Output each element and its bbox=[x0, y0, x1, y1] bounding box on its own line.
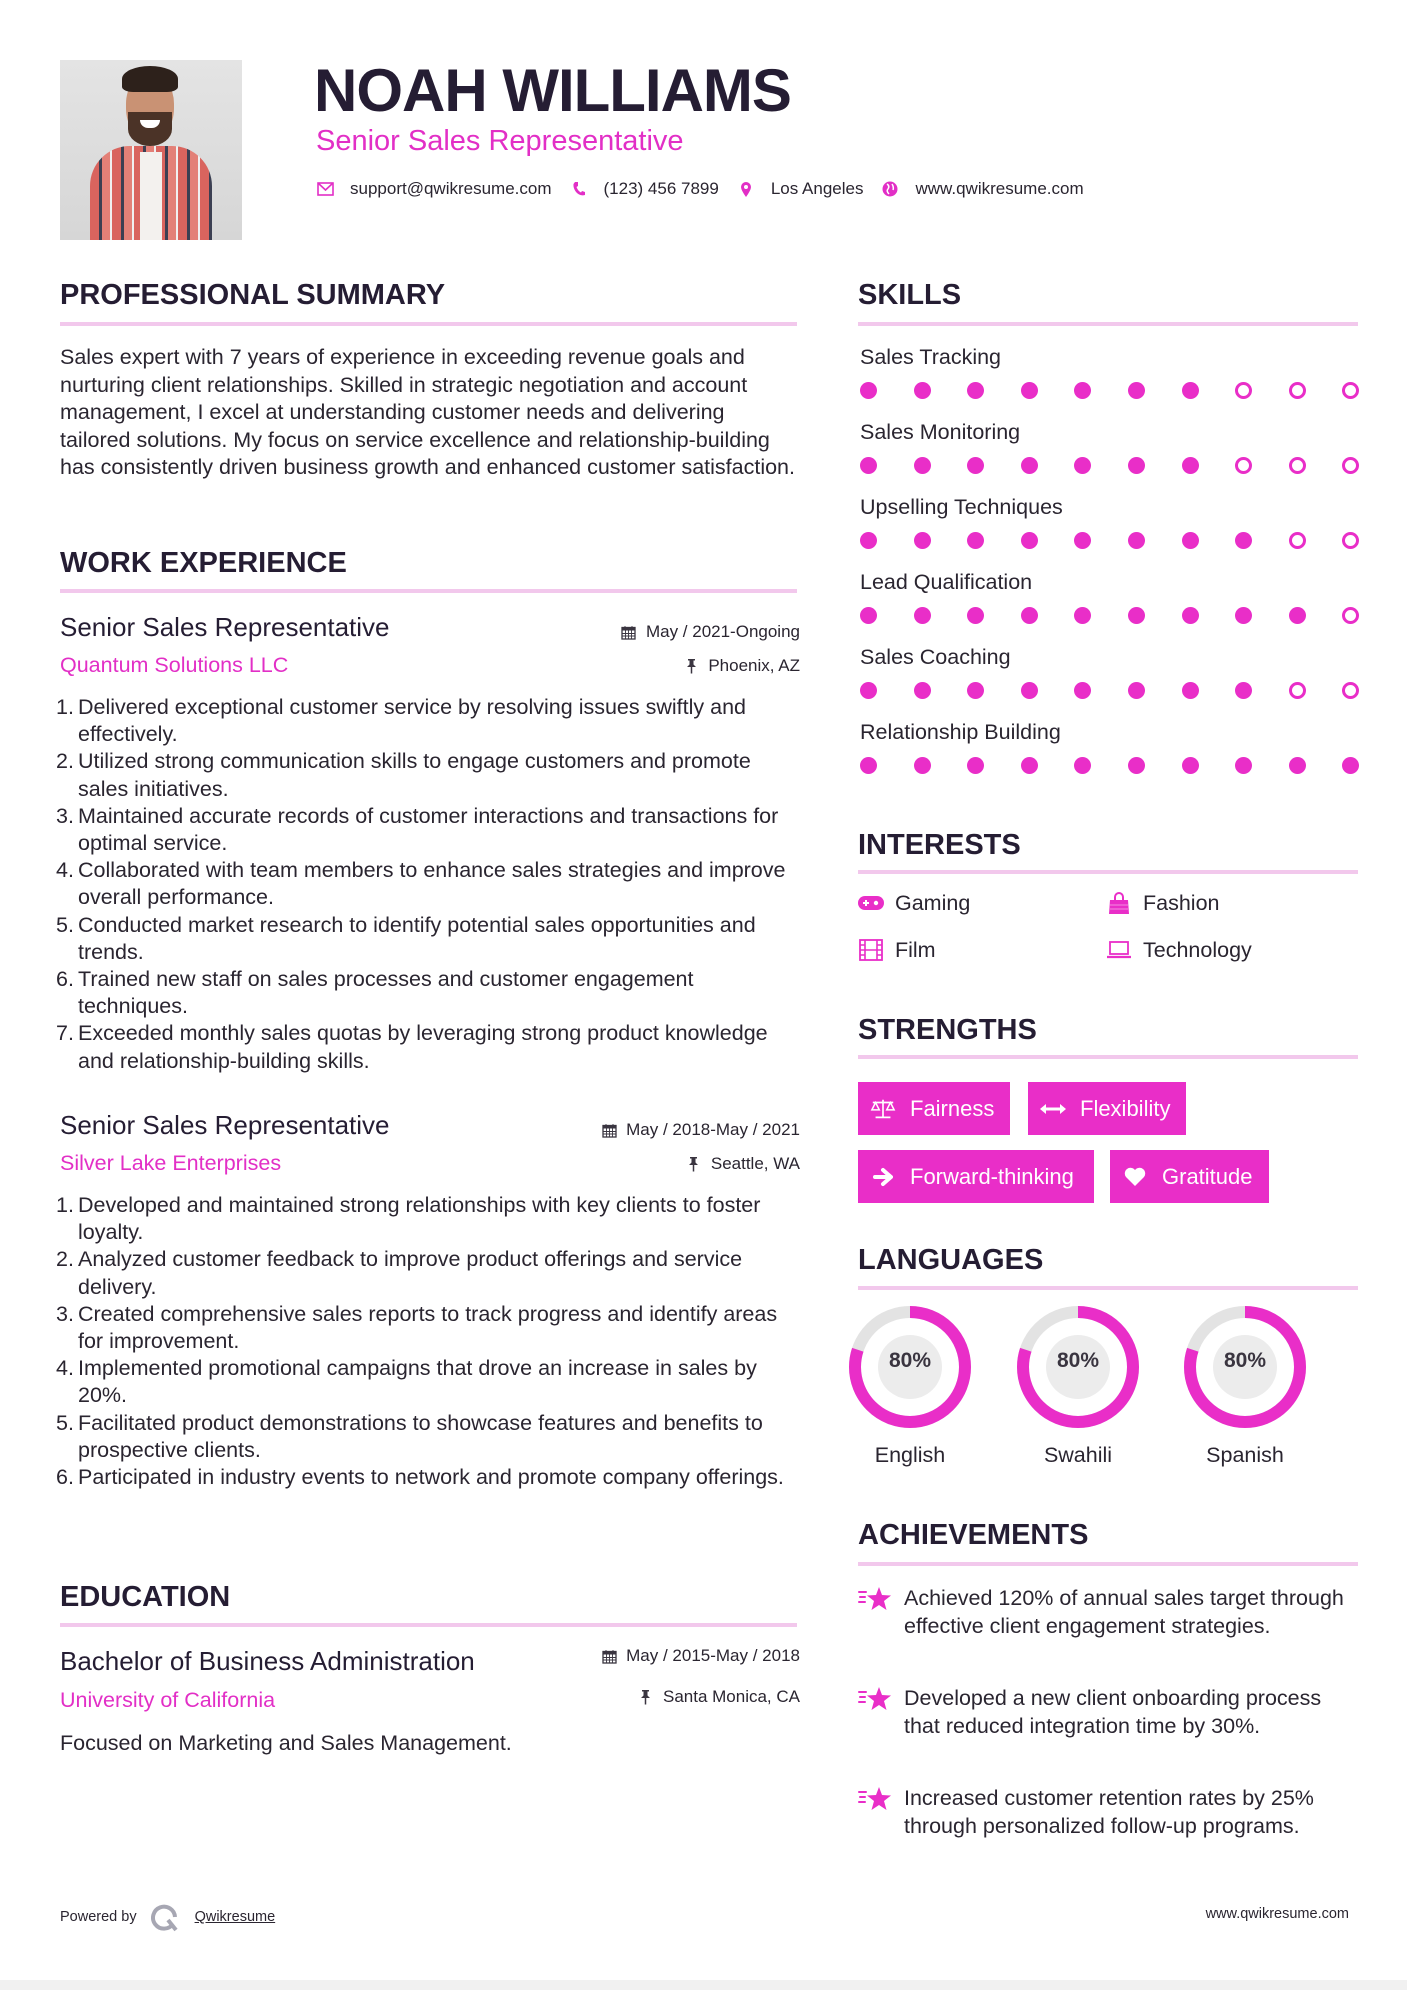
section-heading-strengths: STRENGTHS bbox=[858, 1014, 1037, 1046]
location-text: Los Angeles bbox=[770, 179, 864, 198]
calendar-icon bbox=[601, 1122, 617, 1138]
skill-dot-empty bbox=[1289, 382, 1306, 399]
shooting-star-icon bbox=[858, 1784, 894, 1840]
phone-text: (123) 456 7899 bbox=[603, 179, 719, 198]
skill-rating bbox=[860, 457, 1360, 475]
list-item: 6. Participated in industry events to network and promote company offerings. bbox=[56, 1465, 784, 1490]
powered-by-label: Powered by bbox=[60, 1909, 137, 1925]
job-title: Senior Sales Representative bbox=[60, 612, 390, 642]
contact-bar bbox=[316, 179, 1102, 199]
skill-name: Lead Qualification bbox=[860, 570, 1033, 594]
skill-dot-filled bbox=[1235, 532, 1252, 549]
list-item: 1. Delivered exceptional customer service by resolving issues swiftly and effectively. bbox=[56, 695, 746, 747]
skill-dot-filled bbox=[1289, 607, 1306, 624]
skill-dot-filled bbox=[967, 757, 984, 774]
section-heading-education: EDUCATION bbox=[60, 1581, 231, 1613]
profile-photo bbox=[60, 60, 242, 240]
skill-dot-filled bbox=[967, 382, 984, 399]
envelope-icon bbox=[316, 180, 334, 198]
laptop-icon bbox=[1106, 939, 1132, 961]
skill-dot-filled bbox=[1128, 757, 1145, 774]
achievement-item: Developed a new client onboarding process that reduced integration time by 30%. bbox=[858, 1684, 1358, 1740]
section-divider bbox=[60, 322, 797, 326]
skill-name: Sales Monitoring bbox=[860, 420, 1021, 444]
job-dates: May / 2018-May / 2021 bbox=[601, 1120, 800, 1140]
skill-dot-filled bbox=[1128, 607, 1145, 624]
school-name: University of California bbox=[60, 1688, 276, 1712]
job-bullets bbox=[56, 1192, 806, 1491]
contact-phone[interactable] bbox=[570, 179, 719, 199]
company-name: Quantum Solutions LLC bbox=[60, 653, 289, 677]
job-title: Senior Sales Representative bbox=[60, 1110, 390, 1140]
contact-website[interactable] bbox=[881, 179, 1083, 199]
skill-dot-empty bbox=[1342, 457, 1359, 474]
achievement-item: Achieved 120% of annual sales target through effective client engagement strategies. bbox=[858, 1584, 1358, 1640]
section-heading-skills: SKILLS bbox=[858, 279, 962, 311]
degree-title: Bachelor of Business Administration bbox=[60, 1646, 475, 1676]
skill-dot-filled bbox=[914, 457, 931, 474]
list-item: 2. Analyzed customer feedback to improve product offerings and service delivery. bbox=[56, 1247, 743, 1299]
education-dates: May / 2015-May / 2018 bbox=[601, 1646, 800, 1666]
skill-dot-filled bbox=[1074, 682, 1091, 699]
skill-dot-filled bbox=[1182, 757, 1199, 774]
job-dates: May / 2021-Ongoing bbox=[621, 622, 800, 642]
skill-dot-empty bbox=[1342, 382, 1359, 399]
skill-dot-filled bbox=[914, 682, 931, 699]
skill-dot-filled bbox=[1235, 682, 1252, 699]
list-item: 2. Utilized strong communication skills to engage customers and promote sales initiatives. bbox=[56, 749, 751, 801]
list-item: 4. Collaborated with team members to enhance sales strategies and improve overall performance. bbox=[56, 858, 786, 910]
phone-icon bbox=[570, 180, 588, 198]
shooting-star-icon bbox=[858, 1684, 894, 1740]
qwikresume-logo-icon bbox=[151, 1902, 181, 1932]
skill-dot-filled bbox=[1074, 457, 1091, 474]
skill-dot-filled bbox=[1289, 757, 1306, 774]
job-location: Seattle, WA bbox=[686, 1154, 800, 1174]
skill-dot-filled bbox=[1235, 607, 1252, 624]
candidate-name: NOAH WILLIAMS bbox=[314, 57, 791, 124]
pushpin-icon bbox=[683, 658, 699, 674]
job-location: Phoenix, AZ bbox=[683, 656, 800, 676]
section-divider bbox=[858, 1055, 1358, 1059]
list-item: 3. Created comprehensive sales reports to track progress and identify areas for improvement. bbox=[56, 1301, 778, 1354]
interest-item: Fashion bbox=[1106, 890, 1220, 916]
language-name: Swahili bbox=[1043, 1443, 1113, 1467]
candidate-title: Senior Sales Representative bbox=[316, 125, 684, 157]
skill-rating bbox=[860, 757, 1360, 775]
skill-dot-filled bbox=[1021, 607, 1038, 624]
list-item: 5. Facilitated product demonstrations to showcase features and benefits to prospective clients. bbox=[56, 1410, 763, 1462]
list-item: 5. Conducted market research to identify potential sales opportunities and trends. bbox=[56, 912, 756, 964]
skill-dot-filled bbox=[967, 457, 984, 474]
skill-name: Sales Tracking bbox=[860, 345, 1002, 369]
gamepad-icon bbox=[858, 892, 884, 914]
skill-dot-empty bbox=[1289, 457, 1306, 474]
skill-dot-filled bbox=[1128, 457, 1145, 474]
skill-dot-filled bbox=[1074, 757, 1091, 774]
skill-dot-filled bbox=[1021, 382, 1038, 399]
skill-dot-filled bbox=[1182, 682, 1199, 699]
strength-tag: Gratitude bbox=[1110, 1150, 1269, 1203]
skill-dot-empty bbox=[1289, 532, 1306, 549]
skill-dot-filled bbox=[1182, 457, 1199, 474]
list-item: 3. Maintained accurate records of customer interactions and transactions for optimal service. bbox=[56, 803, 779, 856]
skill-dot-filled bbox=[860, 607, 877, 624]
skill-dot-filled bbox=[914, 382, 931, 399]
list-item: 1. Developed and maintained strong relationships with key clients to foster loyalty. bbox=[56, 1193, 761, 1245]
skill-dot-filled bbox=[967, 532, 984, 549]
interest-item: Film bbox=[858, 937, 936, 963]
qwikresume-link[interactable]: Qwikresume bbox=[194, 1909, 276, 1925]
website-text: www.qwikresume.com bbox=[915, 179, 1084, 198]
calendar-icon bbox=[601, 1648, 617, 1664]
page-bottom-edge bbox=[0, 1980, 1407, 1990]
skill-name: Upselling Techniques bbox=[860, 495, 1063, 519]
pushpin-icon bbox=[638, 1689, 654, 1705]
section-heading-interests: INTERESTS bbox=[858, 829, 1021, 861]
skill-dot-filled bbox=[860, 532, 877, 549]
achievement-item: Increased customer retention rates by 25% through personalized follow-up programs. bbox=[858, 1784, 1358, 1840]
skill-rating bbox=[860, 532, 1360, 550]
skill-rating bbox=[860, 607, 1360, 625]
section-divider bbox=[858, 1286, 1358, 1290]
skill-dot-filled bbox=[967, 682, 984, 699]
section-heading-summary: PROFESSIONAL SUMMARY bbox=[60, 279, 446, 311]
section-divider bbox=[60, 589, 797, 593]
skill-rating bbox=[860, 682, 1360, 700]
skill-name: Sales Coaching bbox=[860, 645, 1011, 669]
skill-dot-filled bbox=[1235, 757, 1252, 774]
skill-name: Relationship Building bbox=[860, 720, 1061, 744]
skill-dot-filled bbox=[1342, 757, 1359, 774]
section-divider bbox=[858, 1562, 1358, 1566]
strength-tag: Fairness bbox=[858, 1082, 1010, 1135]
skill-dot-filled bbox=[1182, 532, 1199, 549]
education-description: Focused on Marketing and Sales Management. bbox=[60, 1731, 512, 1755]
job-bullets bbox=[56, 694, 806, 1075]
arrows-horizontal-icon bbox=[1040, 1098, 1066, 1120]
skill-dot-filled bbox=[1074, 532, 1091, 549]
contact-email[interactable] bbox=[316, 179, 552, 199]
balance-scale-icon bbox=[870, 1098, 896, 1120]
skill-dot-filled bbox=[914, 532, 931, 549]
section-divider bbox=[858, 322, 1358, 326]
skill-dot-empty bbox=[1235, 382, 1252, 399]
skill-dot-empty bbox=[1342, 532, 1359, 549]
summary-text: Sales expert with 7 years of experience in exceeding revenue goals and nurturing client relationships. Skilled in strategic negotiation and account management, I excel at understanding customer needs and delivering tailored solutions. My focus on service excellence and relationship-building has consistently driven business growth and enhanced customer satisfaction. bbox=[60, 345, 795, 479]
contact-location bbox=[737, 179, 864, 199]
shooting-star-icon bbox=[858, 1584, 894, 1640]
section-heading-languages: LANGUAGES bbox=[858, 1244, 1044, 1276]
skill-dot-empty bbox=[1342, 682, 1359, 699]
skill-dot-filled bbox=[1128, 682, 1145, 699]
language-name: English bbox=[874, 1443, 946, 1467]
list-item: 4. Implemented promotional campaigns that drove an increase in sales by 20%. bbox=[56, 1356, 757, 1408]
skill-dot-filled bbox=[1074, 382, 1091, 399]
skill-dot-filled bbox=[1128, 532, 1145, 549]
skill-dot-filled bbox=[967, 607, 984, 624]
skill-dot-filled bbox=[860, 457, 877, 474]
strength-tag: Flexibility bbox=[1028, 1082, 1186, 1135]
skill-dot-empty bbox=[1235, 457, 1252, 474]
interest-item: Technology bbox=[1106, 937, 1252, 963]
skill-dot-filled bbox=[1182, 382, 1199, 399]
skill-dot-filled bbox=[860, 382, 877, 399]
company-name: Silver Lake Enterprises bbox=[60, 1151, 282, 1175]
section-divider bbox=[60, 1623, 797, 1627]
shopping-bag-icon bbox=[1106, 892, 1132, 914]
skill-dot-filled bbox=[1182, 607, 1199, 624]
skill-dot-filled bbox=[860, 757, 877, 774]
strength-tag: Forward-thinking bbox=[858, 1150, 1094, 1203]
skill-dot-empty bbox=[1289, 682, 1306, 699]
skill-dot-filled bbox=[1021, 457, 1038, 474]
list-item: 7. Exceeded monthly sales quotas by leveraging strong product knowledge and relationship-building skills. bbox=[56, 1021, 768, 1073]
skill-dot-filled bbox=[860, 682, 877, 699]
language-percent: 80% bbox=[1056, 1349, 1100, 1372]
language-percent: 80% bbox=[888, 1349, 932, 1372]
footer-branding bbox=[60, 1902, 275, 1932]
interest-item: Gaming bbox=[858, 890, 970, 916]
section-heading-achievements: ACHIEVEMENTS bbox=[858, 1519, 1089, 1551]
map-pin-icon bbox=[737, 180, 755, 198]
skill-rating bbox=[860, 382, 1360, 400]
language-item bbox=[1016, 1305, 1140, 1468]
footer-url[interactable]: www.qwikresume.com bbox=[1205, 1906, 1349, 1922]
pushpin-icon bbox=[686, 1156, 702, 1172]
language-item bbox=[848, 1305, 972, 1468]
skill-dot-filled bbox=[914, 757, 931, 774]
film-icon bbox=[858, 939, 884, 961]
skill-dot-filled bbox=[1021, 757, 1038, 774]
skill-dot-filled bbox=[1021, 532, 1038, 549]
language-percent: 80% bbox=[1223, 1349, 1267, 1372]
education-location: Santa Monica, CA bbox=[638, 1687, 800, 1707]
calendar-icon bbox=[621, 624, 637, 640]
list-item: 6. Trained new staff on sales processes and customer engagement techniques. bbox=[56, 967, 694, 1019]
globe-icon bbox=[881, 180, 899, 198]
section-divider bbox=[858, 870, 1358, 874]
section-heading-experience: WORK EXPERIENCE bbox=[60, 547, 347, 579]
arrow-right-icon bbox=[870, 1166, 896, 1188]
skill-dot-filled bbox=[1021, 682, 1038, 699]
skill-dot-empty bbox=[1342, 607, 1359, 624]
skill-dot-filled bbox=[1074, 607, 1091, 624]
skill-dot-filled bbox=[1128, 382, 1145, 399]
skill-dot-filled bbox=[914, 607, 931, 624]
email-text: support@qwikresume.com bbox=[350, 179, 552, 198]
language-item bbox=[1183, 1305, 1307, 1468]
heart-icon bbox=[1122, 1166, 1148, 1188]
language-name: Spanish bbox=[1206, 1443, 1284, 1467]
